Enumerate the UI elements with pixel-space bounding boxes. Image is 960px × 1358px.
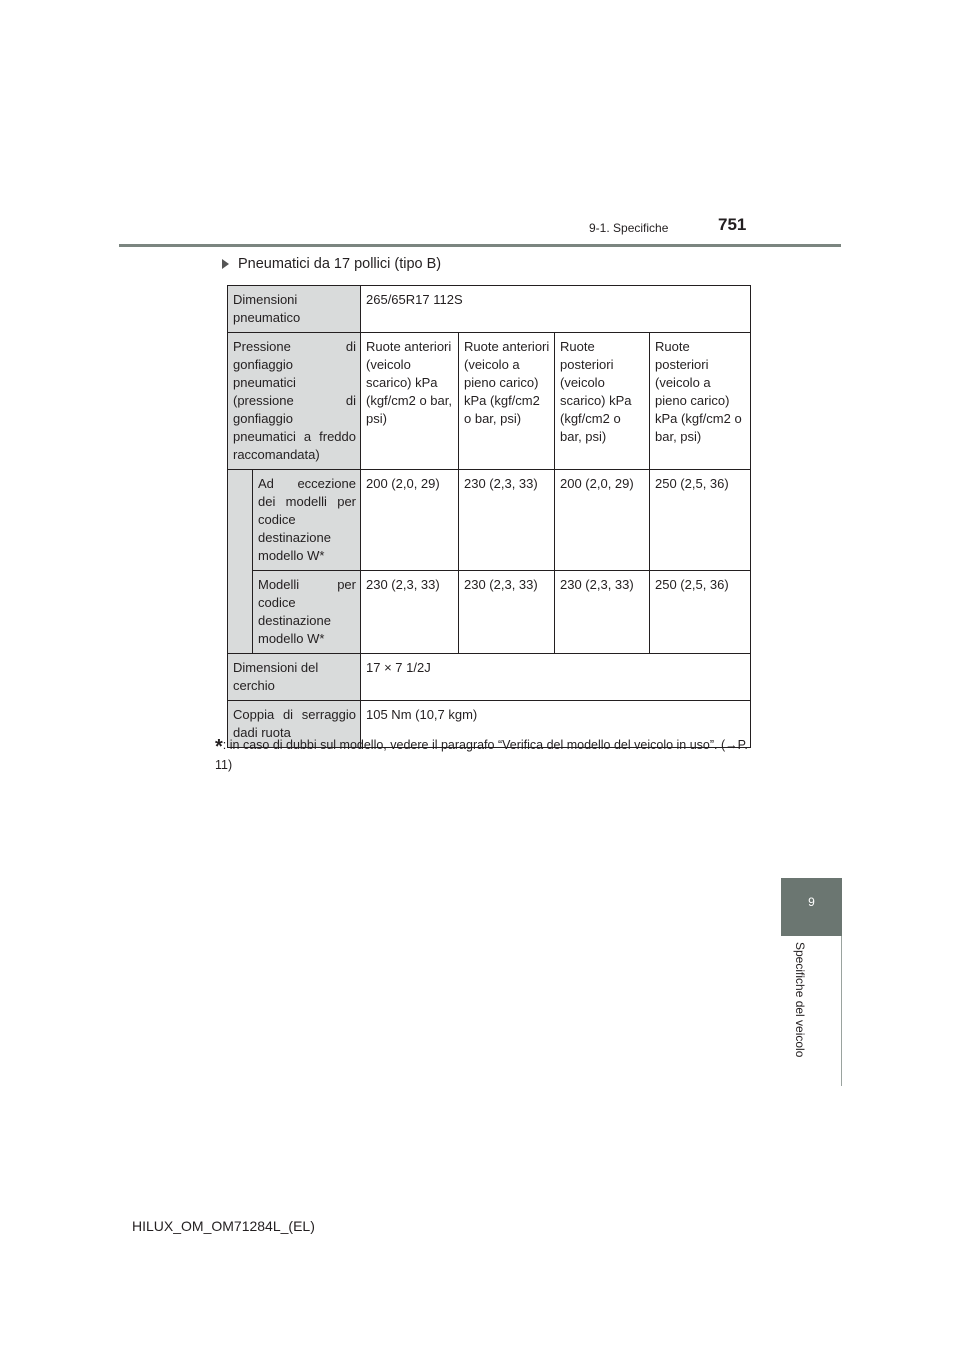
column-header-text: Ruote anteriori (veicolo scarico) kPa (kgf/cm2 o bar, psi) xyxy=(366,339,452,426)
document-code: HILUX_OM_OM71284L_(EL) xyxy=(132,1218,315,1234)
pressure-value: 230 (2,3, 33) xyxy=(464,577,538,592)
row-label: Ad eccezione dei modelli per codice destinazione modello W* xyxy=(258,476,356,563)
pressure-label-cell xyxy=(228,333,361,470)
chapter-number: 9 xyxy=(808,895,815,909)
pressure-value: 200 (2,0, 29) xyxy=(560,476,634,491)
rim-label-cell xyxy=(228,654,361,701)
chapter-label: Specifiche del veicolo xyxy=(793,942,807,1058)
row-label-cell xyxy=(253,470,361,571)
rim-value: 17 × 7 1/2J xyxy=(366,660,431,675)
footnote-marker: * xyxy=(215,736,223,758)
triangle-bullet-icon xyxy=(222,259,229,269)
pressure-value-cell xyxy=(459,470,555,571)
pressure-value-cell xyxy=(361,470,459,571)
column-header-text: Ruote posteriori (veicolo a pieno carico) kPa (kgf/cm2 o bar, psi) xyxy=(655,339,742,444)
subsection-heading xyxy=(222,256,441,272)
tire-size-value: 265/65R17 112S xyxy=(366,292,463,307)
pressure-value: 230 (2,3, 33) xyxy=(366,577,440,592)
torque-value: 105 Nm (10,7 kgm) xyxy=(366,707,478,722)
chapter-tab[interactable] xyxy=(781,878,842,936)
pressure-value-cell xyxy=(555,470,650,571)
column-header xyxy=(361,333,459,470)
side-divider xyxy=(841,936,842,1086)
page-number: 751 xyxy=(718,215,747,234)
pressure-value-cell xyxy=(459,571,555,654)
torque-label: Coppia di serraggio dadi ruota xyxy=(233,707,356,740)
footnote-text: : in caso di dubbi sul modello, vedere il paragrafo “Verifica del modello del veicolo in uso”. (→P. 11) xyxy=(215,738,748,772)
pressure-value: 250 (2,5, 36) xyxy=(655,476,729,491)
rim-label: Dimensioni del cerchio xyxy=(233,660,319,693)
subsection-title: Pneumatici da 17 pollici (tipo B) xyxy=(238,256,442,272)
column-header xyxy=(650,333,751,470)
tire-spec-table xyxy=(227,285,751,748)
tire-size-value-cell xyxy=(361,286,751,333)
column-header-text: Ruote anteriori (veicolo a pieno carico) kPa (kgf/cm2 o bar, psi) xyxy=(464,339,550,426)
pressure-value-cell xyxy=(361,571,459,654)
section-title: 9-1. Specifiche xyxy=(589,221,669,235)
pressure-value: 250 (2,5, 36) xyxy=(655,577,729,592)
footnote xyxy=(215,736,750,774)
column-header xyxy=(555,333,650,470)
pressure-value: 230 (2,3, 33) xyxy=(560,577,634,592)
row-label: Modelli per codice destinazione modello W* xyxy=(258,577,356,646)
row-group-indent xyxy=(228,470,253,654)
pressure-value: 230 (2,3, 33) xyxy=(464,476,538,491)
header-divider xyxy=(119,244,841,247)
tire-size-label-cell xyxy=(228,286,361,333)
column-header-text: Ruote posteriori (veicolo scarico) kPa (kgf/cm2 o bar, psi) xyxy=(560,339,632,444)
pressure-value: 200 (2,0, 29) xyxy=(366,476,440,491)
pressure-value-cell xyxy=(650,470,751,571)
pressure-value-cell xyxy=(650,571,751,654)
column-header xyxy=(459,333,555,470)
rim-value-cell xyxy=(361,654,751,701)
pressure-label: Pressione di gonfiaggio pneumatici (pressione di gonfiaggio pneumatici a freddo raccomandata) xyxy=(233,339,356,462)
tire-size-label: Dimensioni pneumatico xyxy=(233,292,301,325)
pressure-value-cell xyxy=(555,571,650,654)
row-label-cell xyxy=(253,571,361,654)
